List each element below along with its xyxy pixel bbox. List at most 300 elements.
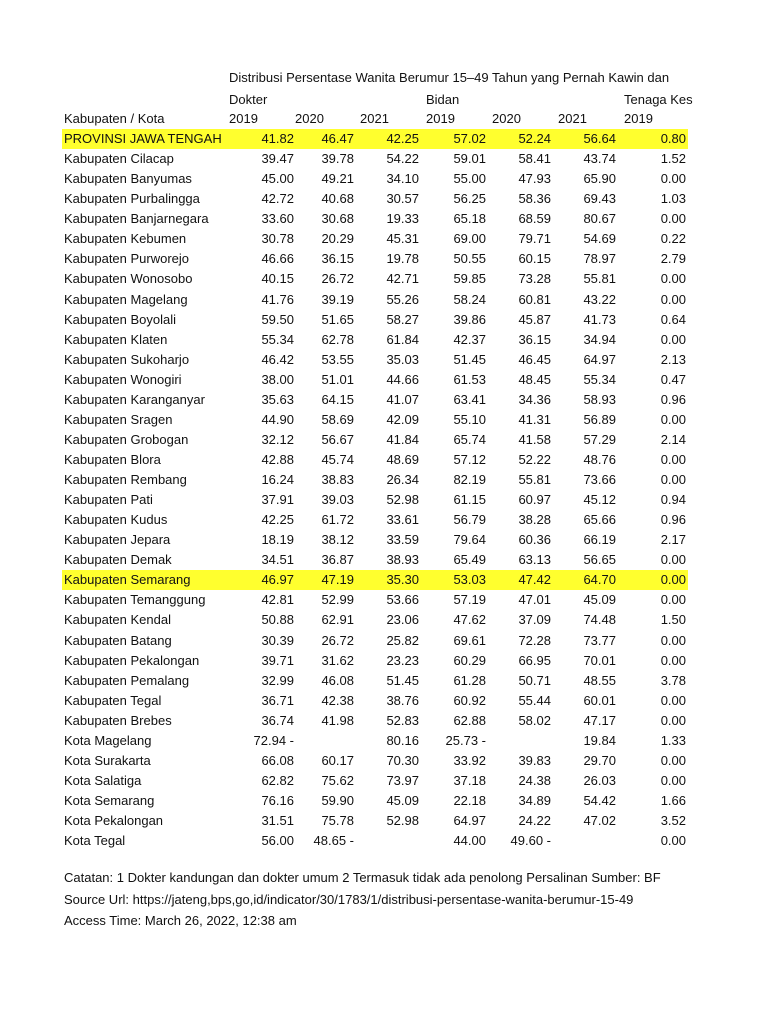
region-name-cell: Kabupaten Wonosobo (64, 271, 193, 287)
value-cell: 19.33 (386, 211, 419, 227)
value-cell: 72.94 - (253, 732, 294, 748)
region-name-cell: Kabupaten Sukoharjo (64, 351, 190, 367)
value-cell: 66.95 (518, 652, 551, 668)
table-row (62, 671, 688, 691)
footer-source-url: Source Url: https://jateng,bps,go,id/indicator/30/1783/1/distribusi-persentase-wanita-berumur-15-49 (64, 892, 634, 907)
value-cell: 43.74 (583, 151, 616, 167)
region-name-cell: Kabupaten Kebumen (64, 231, 187, 247)
value-cell: 46.47 (321, 131, 354, 146)
year-header: 2019 (229, 111, 258, 126)
value-cell: 52.22 (518, 452, 551, 467)
value-cell: 56.25 (453, 191, 486, 207)
value-cell: 45.87 (518, 311, 551, 327)
value-cell: 18.19 (261, 532, 294, 548)
value-cell: 57.12 (453, 452, 486, 467)
value-cell: 80.16 (386, 732, 419, 748)
region-column-header: Kabupaten / Kota (64, 111, 165, 126)
value-cell: 39.71 (261, 652, 294, 668)
value-cell: 44.00 (453, 833, 486, 849)
value-cell: 63.13 (518, 552, 551, 568)
value-cell: 0.00 (660, 752, 686, 768)
value-cell: 39.78 (321, 151, 354, 167)
region-name-cell: Kabupaten Sragen (64, 411, 173, 427)
value-cell: 48.45 (518, 371, 551, 387)
value-cell: 24.38 (518, 772, 551, 788)
value-cell: 41.73 (583, 311, 616, 327)
value-cell: 58.41 (518, 151, 551, 167)
value-cell: 36.15 (321, 251, 354, 267)
value-cell: 30.68 (321, 211, 354, 227)
value-cell: 47.62 (453, 612, 486, 628)
value-cell: 16.24 (261, 472, 294, 487)
table-row (62, 610, 688, 630)
value-cell: 82.19 (453, 472, 486, 487)
value-cell: 60.01 (583, 692, 616, 708)
value-cell: 36.15 (518, 331, 551, 347)
year-header: 2021 (360, 111, 389, 126)
value-cell: 61.72 (321, 512, 354, 528)
value-cell: 34.36 (518, 391, 551, 407)
region-name-cell: Kabupaten Tegal (64, 692, 162, 708)
value-cell: 0.00 (660, 572, 686, 588)
value-cell: 74.48 (583, 612, 616, 628)
value-cell: 45.00 (261, 171, 294, 187)
value-cell: 58.24 (453, 291, 486, 307)
region-name-cell: Kabupaten Cilacap (64, 151, 174, 167)
value-cell: 25.82 (386, 632, 419, 648)
value-cell: 0.00 (660, 331, 686, 347)
value-cell: 42.25 (261, 512, 294, 528)
region-name-cell: Kota Magelang (64, 732, 152, 748)
value-cell: 70.01 (583, 652, 616, 668)
value-cell: 59.01 (453, 151, 486, 167)
region-name-cell: Kabupaten Pekalongan (64, 652, 200, 668)
value-cell: 60.81 (518, 291, 551, 307)
value-cell: 38.28 (518, 512, 551, 528)
value-cell: 37.09 (518, 612, 551, 628)
region-name-cell: Kabupaten Kudus (64, 512, 168, 528)
value-cell: 0.00 (660, 411, 686, 427)
value-cell: 47.01 (518, 592, 551, 608)
value-cell: 56.65 (583, 552, 616, 568)
year-header: 2021 (558, 111, 587, 126)
value-cell: 46.42 (261, 351, 294, 367)
table-row (62, 711, 688, 731)
value-cell: 29.70 (583, 752, 616, 768)
value-cell: 61.28 (453, 672, 486, 688)
footer-access-time: Access Time: March 26, 2022, 12:38 am (64, 913, 297, 928)
year-header: 2019 (624, 111, 653, 126)
value-cell: 36.74 (261, 712, 294, 728)
value-cell: 53.03 (453, 572, 486, 588)
value-cell: 65.18 (453, 211, 486, 227)
region-name-cell: Kabupaten Pemalang (64, 672, 190, 688)
value-cell: 1.03 (660, 191, 686, 207)
value-cell: 51.65 (321, 311, 354, 327)
value-cell: 47.93 (518, 171, 551, 187)
value-cell: 80.67 (583, 211, 616, 227)
year-header: 2020 (295, 111, 324, 126)
value-cell: 41.58 (518, 431, 551, 447)
value-cell: 38.00 (261, 371, 294, 387)
region-name-cell: Kabupaten Wonogiri (64, 371, 182, 387)
value-cell: 78.97 (583, 251, 616, 267)
value-cell: 62.78 (321, 331, 354, 347)
value-cell: 33.92 (453, 752, 486, 768)
value-cell: 40.68 (321, 191, 354, 207)
value-cell: 75.78 (321, 813, 354, 828)
value-cell: 41.84 (386, 431, 419, 447)
value-cell: 46.08 (321, 672, 354, 688)
value-cell: 38.76 (386, 692, 419, 708)
value-cell: 55.81 (518, 472, 551, 487)
value-cell: 72.28 (518, 632, 551, 648)
value-cell: 51.45 (386, 672, 419, 688)
region-name-cell: Kabupaten Temanggung (64, 592, 206, 608)
value-cell: 30.78 (261, 231, 294, 247)
value-cell: 20.29 (321, 231, 354, 247)
value-cell: 42.71 (386, 271, 419, 287)
region-name-cell: Kabupaten Semarang (64, 572, 191, 588)
table-row (62, 310, 688, 330)
value-cell: 55.00 (453, 171, 486, 187)
value-cell: 55.44 (518, 692, 551, 708)
value-cell: 56.89 (583, 411, 616, 427)
table-row (62, 290, 688, 310)
value-cell: 65.49 (453, 552, 486, 568)
value-cell: 46.97 (261, 572, 294, 588)
value-cell: 0.00 (660, 632, 686, 648)
value-cell: 58.69 (321, 411, 354, 427)
table-row (62, 631, 688, 651)
value-cell: 0.00 (660, 652, 686, 668)
value-cell: 35.03 (386, 351, 419, 367)
value-cell: 58.36 (518, 191, 551, 207)
value-cell: 44.90 (261, 411, 294, 427)
table-row (62, 229, 688, 249)
value-cell: 0.00 (660, 552, 686, 568)
value-cell: 61.15 (453, 492, 486, 508)
value-cell: 47.42 (518, 572, 551, 588)
region-name-cell: Kabupaten Purworejo (64, 251, 190, 267)
table-row (62, 209, 688, 229)
value-cell: 45.74 (321, 452, 354, 467)
value-cell: 0.96 (660, 391, 686, 407)
table-row (62, 691, 688, 711)
region-name-cell: Kota Surakarta (64, 752, 151, 768)
value-cell: 1.52 (660, 151, 686, 167)
value-cell: 35.63 (261, 391, 294, 407)
value-cell: 31.62 (321, 652, 354, 668)
region-name-cell: Kota Salatiga (64, 772, 142, 788)
value-cell: 69.43 (583, 191, 616, 207)
value-cell: 52.98 (386, 492, 419, 508)
value-cell: 49.21 (321, 171, 354, 187)
value-cell: 73.66 (583, 472, 616, 487)
region-name-cell: Kabupaten Brebes (64, 712, 172, 728)
value-cell: 44.66 (386, 371, 419, 387)
value-cell: 25.73 - (445, 732, 486, 748)
value-cell: 66.19 (583, 532, 616, 548)
value-cell: 41.98 (321, 712, 354, 728)
table-row (62, 751, 688, 771)
value-cell: 62.91 (321, 612, 354, 628)
value-cell: 56.67 (321, 431, 354, 447)
value-cell: 55.34 (583, 371, 616, 387)
value-cell: 60.36 (518, 532, 551, 548)
value-cell: 60.17 (321, 752, 354, 768)
region-name-cell: Kota Semarang (64, 793, 155, 808)
value-cell: 58.93 (583, 391, 616, 407)
group-header-bidan: Bidan (426, 92, 460, 107)
value-cell: 35.30 (386, 572, 419, 588)
value-cell: 23.23 (386, 652, 419, 668)
value-cell: 59.90 (321, 793, 354, 808)
value-cell: 60.29 (453, 652, 486, 668)
value-cell: 26.34 (386, 472, 419, 487)
value-cell: 3.78 (660, 672, 686, 688)
table-row (62, 249, 688, 269)
value-cell: 53.55 (321, 351, 354, 367)
table-row (62, 530, 688, 550)
table-title: Distribusi Persentase Wanita Berumur 15–49 Tahun yang Pernah Kawin dan (229, 70, 670, 85)
value-cell: 58.27 (386, 311, 419, 327)
value-cell: 42.38 (321, 692, 354, 708)
value-cell: 47.02 (583, 813, 616, 828)
year-header: 2020 (492, 111, 521, 126)
value-cell: 33.61 (386, 512, 419, 528)
table-row (62, 410, 688, 430)
region-name-cell: Kabupaten Banjarnegara (64, 211, 209, 227)
value-cell: 58.02 (518, 712, 551, 728)
value-cell: 1.66 (660, 793, 686, 808)
value-cell: 0.96 (660, 512, 686, 528)
year-header: 2019 (426, 111, 455, 126)
value-cell: 76.16 (261, 793, 294, 808)
region-name-cell: Kabupaten Batang (64, 632, 172, 648)
table-row (62, 370, 688, 390)
value-cell: 36.87 (321, 552, 354, 568)
value-cell: 59.50 (261, 311, 294, 327)
value-cell: 65.74 (453, 431, 486, 447)
value-cell: 48.65 - (313, 833, 354, 849)
value-cell: 79.64 (453, 532, 486, 548)
value-cell: 42.09 (386, 411, 419, 427)
value-cell: 0.00 (660, 291, 686, 307)
value-cell: 30.39 (261, 632, 294, 648)
table-row (62, 550, 688, 570)
table-row (62, 510, 688, 530)
value-cell: 33.60 (261, 211, 294, 227)
footer-note: Catatan: 1 Dokter kandungan dan dokter umum 2 Termasuk tidak ada penolong Persalinan Sumber: BF (64, 870, 661, 885)
table-row (62, 430, 688, 450)
value-cell: 51.01 (321, 371, 354, 387)
value-cell: 54.42 (583, 793, 616, 808)
value-cell: 54.22 (386, 151, 419, 167)
region-name-cell: Kabupaten Klaten (64, 331, 168, 347)
value-cell: 61.84 (386, 331, 419, 347)
value-cell: 0.00 (660, 171, 686, 187)
group-header-dokter: Dokter (229, 92, 268, 107)
value-cell: 48.69 (386, 452, 419, 467)
table-row (62, 570, 688, 590)
value-cell: 51.45 (453, 351, 486, 367)
table-row (62, 811, 688, 831)
region-name-cell: PROVINSI JAWA TENGAH (64, 131, 222, 146)
value-cell: 50.88 (261, 612, 294, 628)
value-cell: 61.53 (453, 371, 486, 387)
value-cell: 38.12 (321, 532, 354, 548)
table-row (62, 330, 688, 350)
value-cell: 0.00 (660, 772, 686, 788)
value-cell: 45.12 (583, 492, 616, 508)
region-name-cell: Kabupaten Jepara (64, 532, 171, 548)
value-cell: 42.72 (261, 191, 294, 207)
value-cell: 48.76 (583, 452, 616, 467)
value-cell: 19.84 (583, 732, 616, 748)
value-cell: 23.06 (386, 612, 419, 628)
value-cell: 56.79 (453, 512, 486, 528)
region-name-cell: Kabupaten Banyumas (64, 171, 192, 187)
value-cell: 55.10 (453, 411, 486, 427)
value-cell: 69.61 (453, 632, 486, 648)
value-cell: 34.89 (518, 793, 551, 808)
value-cell: 73.97 (386, 772, 419, 788)
value-cell: 0.47 (660, 371, 686, 387)
value-cell: 43.22 (583, 291, 616, 307)
value-cell: 68.59 (518, 211, 551, 227)
value-cell: 64.97 (583, 351, 616, 367)
value-cell: 0.94 (660, 492, 686, 508)
value-cell: 70.30 (386, 752, 419, 768)
value-cell: 73.77 (583, 632, 616, 648)
value-cell: 65.66 (583, 512, 616, 528)
value-cell: 62.82 (261, 772, 294, 788)
value-cell: 38.93 (386, 552, 419, 568)
value-cell: 34.51 (261, 552, 294, 568)
value-cell: 41.82 (261, 131, 294, 146)
value-cell: 32.99 (261, 672, 294, 688)
table-row (62, 470, 688, 490)
value-cell: 0.00 (660, 472, 686, 487)
value-cell: 37.18 (453, 772, 486, 788)
value-cell: 57.19 (453, 592, 486, 608)
value-cell: 73.28 (518, 271, 551, 287)
value-cell: 45.09 (386, 793, 419, 808)
region-name-cell: Kabupaten Kendal (64, 612, 171, 628)
value-cell: 26.72 (321, 632, 354, 648)
region-name-cell: Kabupaten Purbalingga (64, 191, 200, 207)
value-cell: 53.66 (386, 592, 419, 608)
value-cell: 46.45 (518, 351, 551, 367)
value-cell: 39.83 (518, 752, 551, 768)
value-cell: 0.00 (660, 833, 686, 849)
region-name-cell: Kabupaten Pati (64, 492, 153, 508)
value-cell: 60.15 (518, 251, 551, 267)
value-cell: 2.79 (660, 251, 686, 267)
value-cell: 3.52 (660, 813, 686, 828)
value-cell: 37.91 (261, 492, 294, 508)
value-cell: 42.81 (261, 592, 294, 608)
value-cell: 34.10 (386, 171, 419, 187)
table-row (62, 651, 688, 671)
value-cell: 64.70 (583, 572, 616, 588)
value-cell: 42.37 (453, 331, 486, 347)
value-cell: 54.69 (583, 231, 616, 247)
value-cell: 0.00 (660, 271, 686, 287)
value-cell: 48.55 (583, 672, 616, 688)
table-row (62, 169, 688, 189)
table-row (62, 129, 688, 149)
value-cell: 42.88 (261, 452, 294, 467)
value-cell: 42.25 (386, 131, 419, 146)
table-row (62, 450, 688, 470)
value-cell: 33.59 (386, 532, 419, 548)
region-name-cell: Kabupaten Boyolali (64, 311, 177, 327)
value-cell: 19.78 (386, 251, 419, 267)
value-cell: 34.94 (583, 331, 616, 347)
value-cell: 38.83 (321, 472, 354, 487)
table-row (62, 490, 688, 510)
value-cell: 2.13 (660, 351, 686, 367)
value-cell: 66.08 (261, 752, 294, 768)
value-cell: 75.62 (321, 772, 354, 788)
value-cell: 39.03 (321, 492, 354, 508)
value-cell: 55.26 (386, 291, 419, 307)
value-cell: 60.97 (518, 492, 551, 508)
table-row (62, 590, 688, 610)
table-row (62, 149, 688, 169)
value-cell: 30.57 (386, 191, 419, 207)
table-row (62, 771, 688, 791)
value-cell: 1.33 (660, 732, 686, 748)
table-row (62, 350, 688, 370)
value-cell: 36.71 (261, 692, 294, 708)
value-cell: 65.90 (583, 171, 616, 187)
value-cell: 50.55 (453, 251, 486, 267)
value-cell: 79.71 (518, 231, 551, 247)
value-cell: 39.47 (261, 151, 294, 167)
table-row (62, 731, 688, 751)
value-cell: 45.09 (583, 592, 616, 608)
value-cell: 45.31 (386, 231, 419, 247)
value-cell: 52.24 (518, 131, 551, 146)
value-cell: 50.71 (518, 672, 551, 688)
value-cell: 64.97 (453, 813, 486, 828)
region-name-cell: Kabupaten Karanganyar (64, 391, 205, 407)
value-cell: 49.60 - (510, 833, 551, 849)
value-cell: 26.72 (321, 271, 354, 287)
table-row (62, 390, 688, 410)
value-cell: 64.15 (321, 391, 354, 407)
value-cell: 0.00 (660, 692, 686, 708)
region-name-cell: Kota Tegal (64, 833, 126, 849)
value-cell: 56.64 (583, 131, 616, 146)
value-cell: 26.03 (583, 772, 616, 788)
group-header-tenaga-kesehatan: Tenaga Kes (624, 92, 693, 107)
value-cell: 69.00 (453, 231, 486, 247)
value-cell: 52.98 (386, 813, 419, 828)
value-cell: 0.80 (660, 131, 686, 146)
value-cell: 52.99 (321, 592, 354, 608)
region-name-cell: Kabupaten Blora (64, 452, 161, 467)
value-cell: 52.83 (386, 712, 419, 728)
value-cell: 41.07 (386, 391, 419, 407)
value-cell: 39.86 (453, 311, 486, 327)
value-cell: 31.51 (261, 813, 294, 828)
value-cell: 63.41 (453, 391, 486, 407)
value-cell: 32.12 (261, 431, 294, 447)
